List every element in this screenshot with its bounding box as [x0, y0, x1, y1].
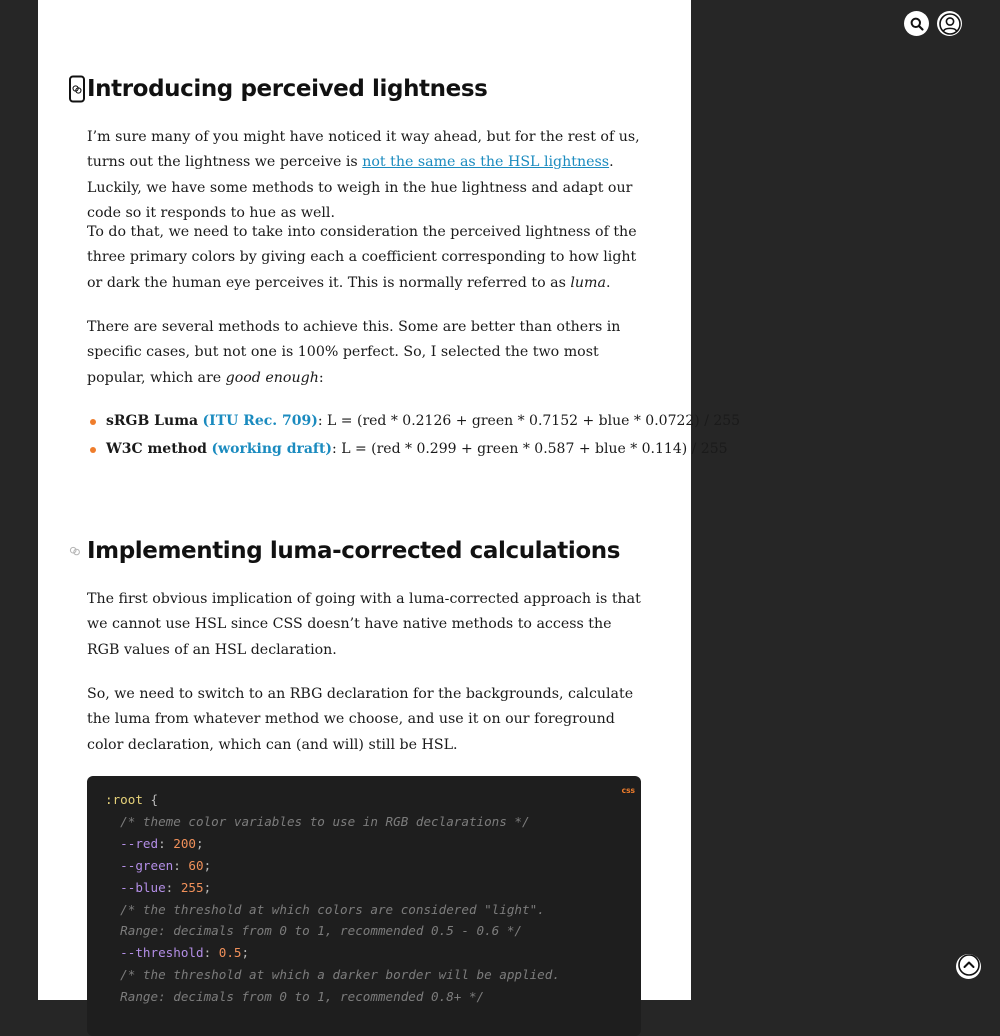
method-name: W3C method [106, 440, 207, 457]
text: . Luckily, we have some methods to weigh in the hue lightness and adapt our code so it responds to hue as well. [87, 154, 633, 222]
code-line [105, 920, 623, 942]
code-token: ; [203, 879, 212, 895]
heading-anchor-link[interactable] [69, 546, 81, 556]
code-line [105, 811, 623, 833]
code-token: --green [105, 857, 174, 873]
code-token: :root [105, 792, 143, 807]
link-icon [69, 546, 81, 556]
code-token: ; [203, 857, 212, 873]
method-name: sRGB Luma [106, 413, 199, 429]
luma-methods-list [87, 408, 741, 463]
working-draft-link[interactable]: (working draft) [211, 440, 333, 457]
bullet-icon [90, 419, 96, 425]
bullet-icon [90, 447, 96, 453]
code-lines [105, 789, 623, 1008]
code-token: { [142, 792, 159, 807]
code-line [105, 877, 623, 899]
heading-anchor-link[interactable] [69, 76, 85, 103]
hsl-lightness-link[interactable]: not the same as the HSL lightness [362, 154, 610, 171]
code-token: 60 [188, 857, 204, 873]
code-token: 255 [180, 879, 204, 895]
text: : [318, 369, 324, 386]
formula: : L = (red * 0.299 + green * 0.587 + blue * 0.114) / 255 [332, 440, 728, 457]
emphasis: good enough [225, 369, 319, 386]
itu-rec-709-link[interactable]: (ITU Rec. 709) [202, 413, 318, 429]
list-item [87, 436, 728, 464]
text: I’m sure many of you might have noticed it way ahead, but for the rest of us, turns out the lightness we perceive is [87, 129, 640, 171]
chevron-up-icon [958, 954, 980, 980]
code-line [105, 899, 623, 921]
code-token: : [158, 835, 174, 851]
section-title: Introducing perceived lightness [87, 76, 488, 102]
user-icon [939, 13, 961, 35]
paragraph: The first obvious implication of going with a luma-corrected approach is that we cannot use HSL since CSS doesn’t have native methods to access the RGB values of an HSL declaration. [87, 591, 641, 658]
code-line [105, 942, 623, 964]
code-token: --threshold [105, 945, 204, 961]
code-token: /* theme color variables to use in RGB declarations */ [105, 813, 530, 829]
code-token: ; [241, 945, 250, 961]
code-language-label: css [621, 786, 635, 795]
code-token: 0.5 [218, 945, 242, 961]
section-heading-perceived-lightness [87, 76, 487, 102]
code-token: --red [105, 835, 159, 851]
formula: : L = (red * 0.2126 + green * 0.7152 + blue * 0.0722) / 255 [317, 413, 741, 429]
paragraph: So, we need to switch to an RBG declaration for the backgrounds, calculate the luma from whatever method we choose, and use it on our foreground color declaration, which can (and will) still be HSL. [87, 686, 634, 753]
code-token: ; [196, 835, 204, 851]
code-line [105, 833, 623, 855]
code-token: Range: decimals from 0 to 1, recommended 0.8+ */ [105, 989, 485, 1005]
search-icon [910, 17, 924, 31]
code-token: : [203, 945, 219, 961]
section-heading-luma-corrected [87, 538, 620, 564]
code-line [105, 789, 623, 811]
paragraph [87, 125, 647, 227]
paragraph [87, 315, 647, 391]
code-token: /* the threshold at which colors are considered "light". [105, 901, 545, 917]
code-token: 200 [173, 835, 196, 851]
code-block [87, 776, 641, 1036]
text: There are several methods to achieve this. Some are better than others in specific cases, but not one is 100% perfect. So, I selected the two most popular, which are [87, 319, 621, 386]
code-token: --blue [105, 879, 166, 895]
code-token: : [165, 879, 181, 895]
search-button[interactable] [904, 11, 929, 36]
code-token: Range: decimals from 0 to 1, recommended 0.5 - 0.6 */ [105, 923, 523, 939]
code-line [105, 986, 623, 1008]
text: To do that, we need to take into consideration the perceived lightness of the three primary colors by giving each a coefficient corresponding to how light or dark the human eye perceives it. This is normally referred to as [87, 224, 637, 291]
section-title: Implementing luma-corrected calculations [87, 538, 621, 564]
article-content [38, 0, 741, 1005]
code-token: : [173, 857, 189, 873]
list-item [87, 408, 741, 436]
code-line [105, 964, 623, 986]
scroll-to-top-button[interactable] [956, 954, 981, 979]
account-button[interactable] [937, 11, 962, 36]
emphasis: luma [570, 274, 606, 291]
code-line [105, 855, 623, 877]
link-icon [72, 84, 82, 94]
text: . [605, 274, 611, 291]
paragraph [87, 220, 647, 296]
code-token: /* the threshold at which a darker border will be applied. [105, 967, 560, 983]
